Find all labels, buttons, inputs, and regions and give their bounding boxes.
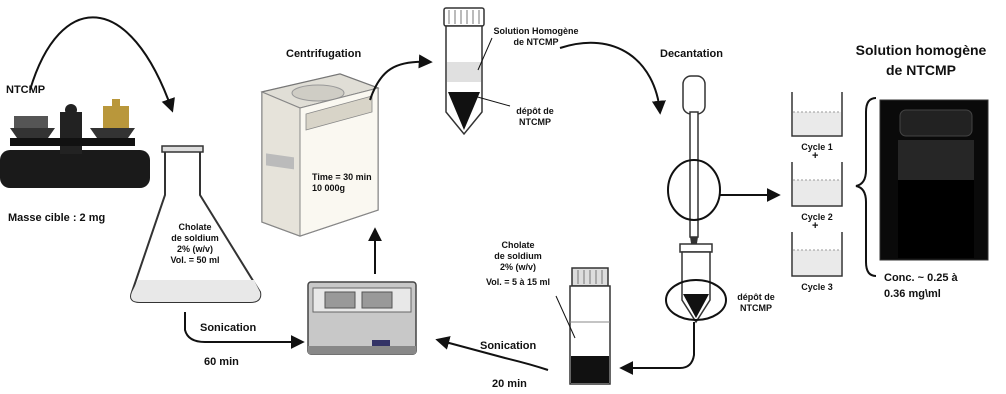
tube-depot-line-2: NTCMP [519, 117, 551, 127]
vial-line-3: 2% (w/v) [499, 262, 536, 272]
arrow-to-decantation [560, 43, 660, 112]
flask-reagent-label [160, 222, 230, 266]
final-solution-vial-icon [880, 100, 988, 260]
centrifugation-label: Centrifugation [286, 48, 362, 60]
vial-reagent-label [472, 240, 564, 288]
arrow-to-tube [370, 62, 430, 100]
tube-solution-line-1: Solution Homogène [493, 26, 579, 36]
sonication-2-label: Sonication [480, 340, 537, 352]
tube-solution-line-2: de NTCMP [513, 37, 559, 47]
plus-2-label: + [812, 220, 819, 232]
concentration-line-2: 0.36 mg\ml [884, 288, 941, 300]
cycle-3-label: Cycle 3 [801, 282, 833, 292]
ntcmp-label: NTCMP [6, 84, 46, 96]
flask-line-3: 2% (w/v) [176, 244, 213, 254]
centrifuge-settings [312, 172, 372, 194]
sonication-2-time: 20 min [492, 378, 527, 390]
tube-solution-label [488, 26, 584, 48]
centrifuge-tube-icon [444, 8, 484, 134]
decant-depot-line-1: dépôt de [737, 292, 775, 302]
beaker-cycle-2-icon [792, 162, 842, 206]
balance-icon [0, 99, 150, 188]
centrifuge-time: Time = 30 min [312, 172, 372, 182]
final-title-line-1: Solution homogène [855, 42, 987, 58]
vial-line-1: Cholate [501, 240, 535, 250]
flask-line-2: de soldium [171, 233, 219, 243]
cycle-1-label: Cycle 1 [801, 142, 833, 152]
tube-depot-label [508, 106, 562, 128]
concentration-line-1: Conc. ~ 0.25 à [884, 272, 958, 284]
target-mass-label: Masse cible : 2 mg [8, 212, 106, 224]
concentration-label [884, 270, 958, 302]
final-solution-title [838, 40, 1004, 80]
flask-line-4: Vol. = 50 ml [170, 255, 220, 265]
decant-depot-label [728, 292, 784, 314]
decantation-vessel-icon [680, 244, 712, 322]
vial-icon [570, 268, 610, 384]
beaker-cycle-3-icon [792, 232, 842, 276]
centrifuge-icon [262, 74, 378, 236]
tube-depot-line-1: dépôt de [516, 106, 554, 116]
arrow-to-flask [30, 17, 172, 110]
centrifuge-speed: 10 000g [312, 183, 346, 193]
vial-line-4: Vol. = 5 à 15 ml [485, 277, 551, 287]
pipette-icon [683, 76, 705, 262]
beaker-cycle-1-icon [792, 92, 842, 136]
sonication-1-time: 60 min [204, 356, 239, 368]
decant-depot-line-2: NTCMP [740, 303, 772, 313]
decantation-label: Decantation [660, 48, 723, 60]
sonication-1-label: Sonication [200, 322, 257, 334]
flask-line-1: Cholate [178, 222, 212, 232]
vial-line-2: de soldium [494, 251, 542, 261]
final-title-line-2: de NTCMP [886, 62, 956, 78]
arrow-to-vial [622, 322, 694, 368]
plus-1-label: + [812, 150, 819, 162]
sonicator-bath-icon [308, 282, 416, 354]
curly-brace-icon [856, 98, 876, 276]
cycle-2-label: Cycle 2 [801, 212, 833, 222]
